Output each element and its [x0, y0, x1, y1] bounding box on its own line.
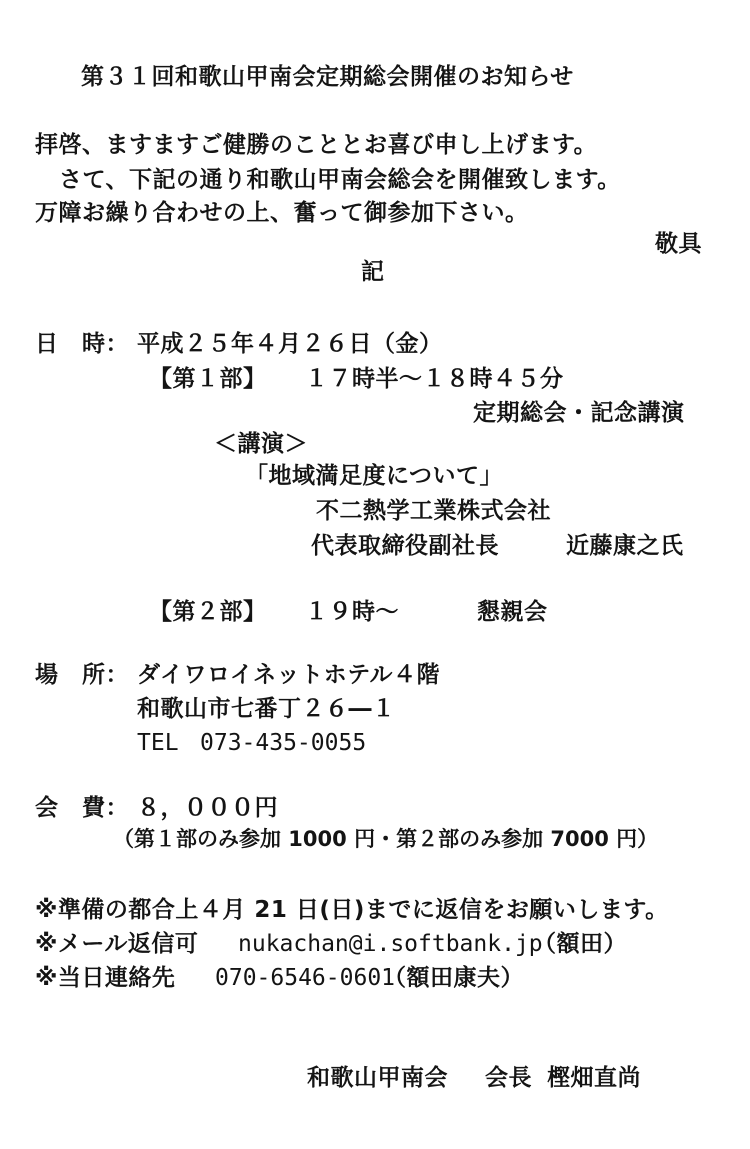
- part1-description: 定期総会・記念講演: [473, 400, 685, 426]
- closing-keigu: 敬具: [655, 231, 702, 257]
- fee-label: 会 費：: [35, 795, 129, 821]
- date-label: 日 時：: [35, 331, 129, 357]
- contact-phone: 070-6546-0601: [215, 965, 396, 991]
- fee-value: ８，０００円: [137, 795, 278, 821]
- venue-tel: 073-435-0055: [200, 730, 367, 756]
- part2-description: 懇親会: [477, 599, 548, 625]
- venue-tel-label: TEL: [137, 730, 179, 756]
- email-note-prefix: ※メール返信可: [35, 931, 199, 957]
- venue-address: 和歌山市七番丁２６―１: [137, 696, 396, 722]
- date-value: 平成２５年４月２６日（金）: [137, 331, 443, 357]
- part2-time: １９時～: [305, 599, 399, 625]
- reply-deadline-note: ※準備の都合上４月 21 日(日)までに返信をお願いします。: [35, 897, 669, 923]
- greeting-line: 拝啓、ますますご健勝のこととお喜び申し上げます。: [35, 132, 598, 158]
- signature-organization: 和歌山甲南会: [307, 1065, 448, 1091]
- contact-note-suffix: （額田康夫）: [383, 965, 524, 991]
- lecture-position: 代表取締役副社長: [311, 533, 499, 559]
- lecture-title: 「地域満足度について」: [245, 463, 504, 489]
- body-line-1: さて、下記の通り和歌山甲南会総会を開催致します。: [59, 167, 621, 193]
- contact-note-prefix: ※当日連絡先: [35, 965, 176, 991]
- reply-email: nukachan@i.softbank.jp: [238, 931, 543, 957]
- body-line-2: 万障お繰り合わせの上、奮って御参加下さい。: [35, 200, 529, 226]
- signature-name: 樫畑直尚: [547, 1065, 641, 1091]
- part1-time: １７時半～１８時４５分: [305, 366, 564, 392]
- lecture-speaker: 近藤康之氏: [566, 533, 684, 559]
- ki-heading: 記: [361, 259, 385, 285]
- part2-label: 【第２部】: [149, 599, 267, 625]
- fee-note: （第１部のみ参加 1000 円・第２部のみ参加 7000 円）: [113, 827, 659, 851]
- email-note-suffix: （額田）: [533, 931, 627, 957]
- signature-role: 会長: [485, 1065, 532, 1091]
- notice-title: 第３１回和歌山甲南会定期総会開催のお知らせ: [81, 64, 574, 90]
- lecture-header: ＜講演＞: [214, 431, 308, 457]
- part1-label: 【第１部】: [149, 366, 267, 392]
- venue-label: 場 所：: [35, 662, 129, 688]
- lecture-company: 不二熱学工業株式会社: [316, 498, 551, 524]
- venue-name: ダイワロイネットホテル４階: [137, 662, 440, 688]
